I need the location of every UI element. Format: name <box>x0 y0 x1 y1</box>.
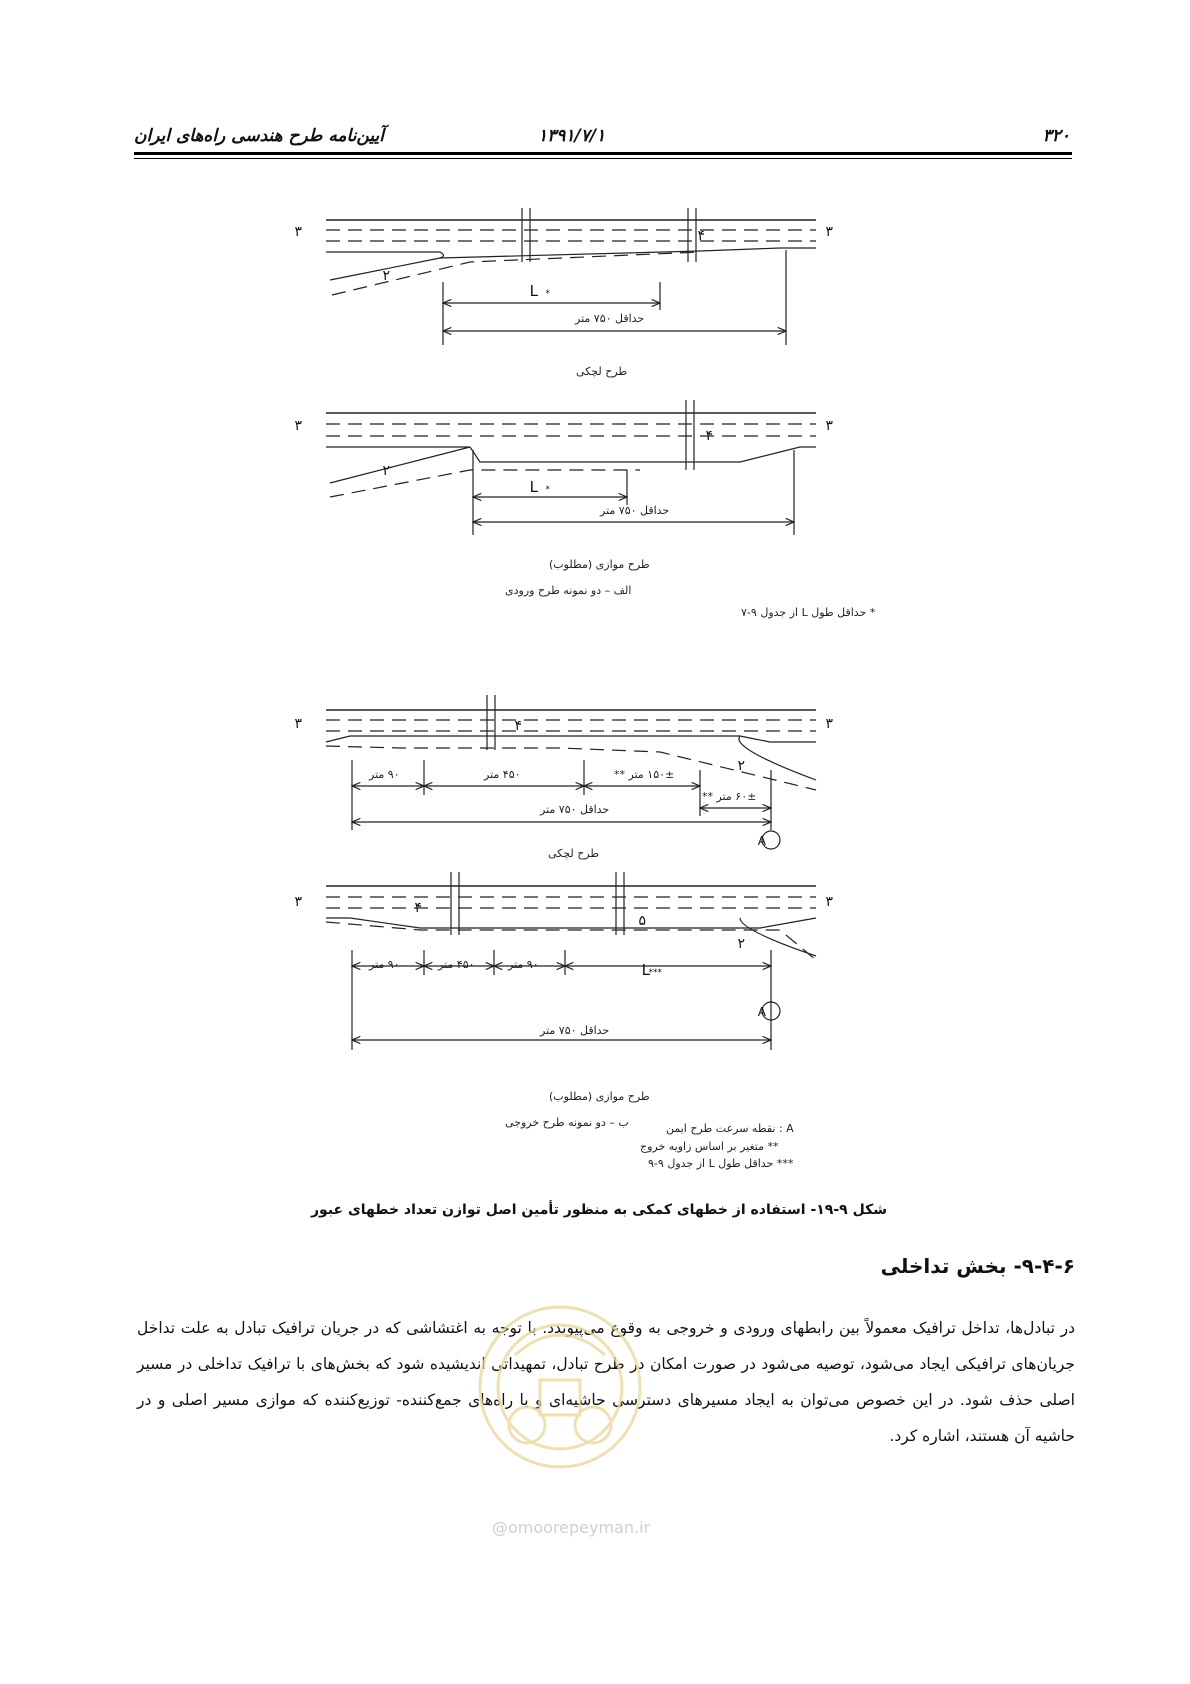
lane-label: ۵ <box>638 913 646 929</box>
lane-label: ۲ <box>382 268 390 284</box>
dim-450: ۴۵۰ متر <box>484 768 521 781</box>
symbol-L: L <box>641 961 650 979</box>
point-A-label: A <box>757 834 766 848</box>
lane-label: ۳ <box>825 894 833 910</box>
lane-label: ۲ <box>382 463 390 479</box>
watermark-url: @omoorepeyman.ir <box>492 1518 651 1537</box>
lane-label: ۲ <box>737 758 745 774</box>
dim-150: ۱۵۰± متر ** <box>614 768 675 781</box>
dim-450: ۴۵۰ متر <box>438 958 475 971</box>
seal-watermark-icon <box>475 1295 645 1480</box>
caption-parallel-exit: طرح موازی (مطلوب) <box>549 1090 650 1103</box>
note-point-A: A : نقطه سرعت طرح ایمن <box>666 1122 794 1135</box>
section-heading: ۹-۴-۶- بخش تداخلی <box>880 1254 1075 1278</box>
dim-90: ۹۰ متر <box>508 958 539 971</box>
lane-label: ۴ <box>705 428 713 444</box>
lane-label: ۴ <box>414 900 422 916</box>
lane-label: ۳ <box>825 224 833 240</box>
caption-entry-group: الف – دو نمونه طرح ورودی <box>505 584 632 597</box>
lane-label: ۴ <box>697 228 705 244</box>
dim-60: ۶۰± متر ** <box>702 790 757 803</box>
dim-90: ۹۰ متر <box>369 768 400 781</box>
lane-label: ۳ <box>294 716 302 732</box>
lane-label: ۳ <box>294 418 302 434</box>
symbol-asterisk: * <box>545 485 550 495</box>
lane-label: ۴ <box>514 718 522 734</box>
entry-parallel-diagram <box>326 400 816 535</box>
note-double-star: ** متغیر بر اساس زاویه خروج <box>640 1140 779 1153</box>
caption-exit-group: ب – دو نمونه طرح خروجی <box>505 1116 629 1129</box>
dim-min-750: حداقل ۷۵۰ متر <box>540 803 610 816</box>
dim-min-750: حداقل ۷۵۰ متر <box>575 312 645 325</box>
caption-parallel-entry: طرح موازی (مطلوب) <box>549 558 650 571</box>
lane-label: ۲ <box>737 936 745 952</box>
lane-label: ۳ <box>294 224 302 240</box>
dim-90: ۹۰ متر <box>369 958 400 971</box>
dim-min-750: حداقل ۷۵۰ متر <box>600 504 670 517</box>
note-triple-star: *** حداقل طول L از جدول ۹-۹ <box>648 1157 794 1170</box>
lane-label: ۳ <box>294 894 302 910</box>
lane-label: ۳ <box>825 418 833 434</box>
symbol-L: L <box>529 282 538 300</box>
lane-label: ۳ <box>825 716 833 732</box>
page-number: ۳۲۰ <box>1042 126 1070 146</box>
entry-taper-diagram <box>326 208 816 345</box>
header-date: ۱۳۹۱/۷/۱ <box>538 126 606 146</box>
symbol-L: L <box>529 478 538 496</box>
caption-taper-exit: طرح لچکی <box>548 847 600 860</box>
section-paragraph: در تبادل‌ها، تداخل ترافیک معمولاً بین رابطهای ورودی و خروجی به وقوع می‌پیوندد. با توجه به اغتشاشی که در جریان ترافیک تبادل به علت تداخل جریان‌های ترافیکی ایجاد می‌شود، توصیه می‌شود در صورت امکان در طرح تبادل، تمهیداتی اندیشیده شود که بخش‌های با ترافیک تداخلی در مسیر اصلی حذف شود. در این خصوص می‌توان به ایجاد مسیرهای دسترسی حاشیه‌ای و یا راه‌های جمع‌کننده- توزیع‌کننده که موازی مسیر اصلی و در حاشیه آن هستند، اشاره کرد. <box>137 1319 1075 1445</box>
symbol-asterisk: *** <box>648 968 662 978</box>
note-entry-L: * حداقل طول L از جدول ۹-۷ <box>741 606 876 619</box>
symbol-asterisk: * <box>545 289 550 299</box>
point-A-label: A <box>757 1005 766 1019</box>
header-book-title: آیین‌نامه طرح هندسی راه‌های ایران <box>134 126 384 146</box>
figure-title: شکل ۹-۱۹- استفاده از خطهای کمکی به منظور تأمین اصل توازن تعداد خطهای عبور <box>310 1202 887 1218</box>
caption-taper-entry: طرح لچکی <box>576 365 628 378</box>
dim-min-750: حداقل ۷۵۰ متر <box>540 1024 610 1037</box>
